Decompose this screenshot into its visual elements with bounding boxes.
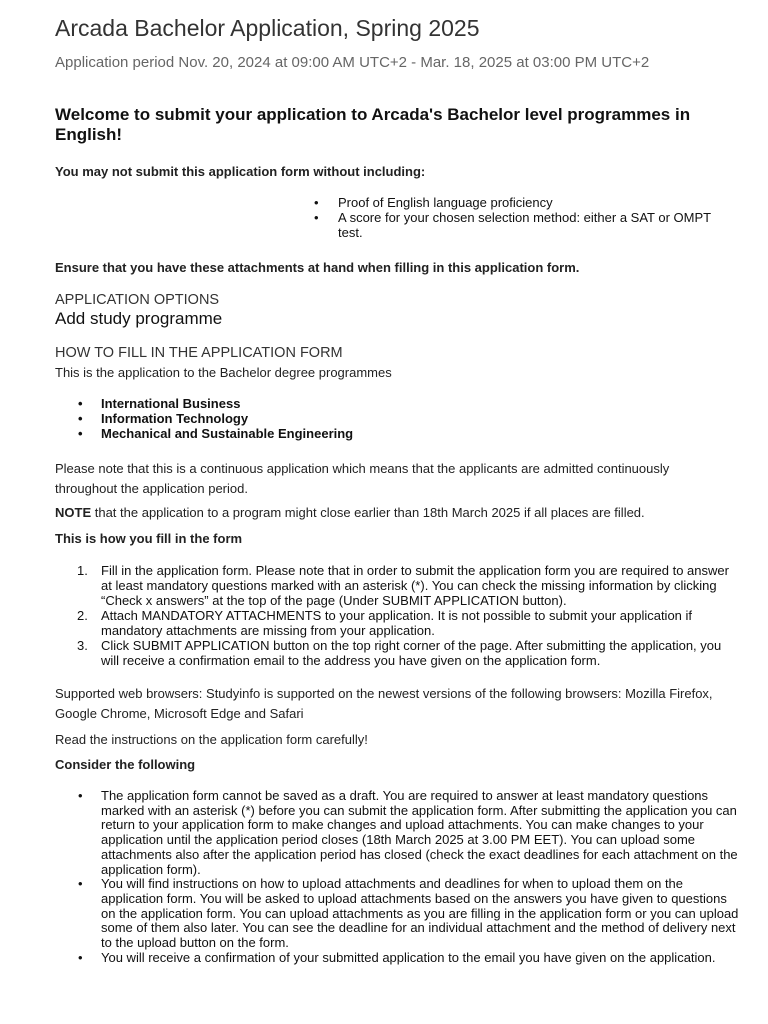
list-item: • Proof of English language proficiency	[338, 195, 738, 210]
must-include-text: You may not submit this application form without including:	[55, 164, 426, 179]
application-options-heading: APPLICATION OPTIONS	[55, 292, 220, 308]
consider-heading: Consider the following	[55, 757, 196, 772]
step-number: 3.	[77, 638, 88, 653]
add-study-programme-button[interactable]: Add study programme	[55, 309, 223, 328]
step-number: 1.	[77, 563, 88, 578]
consider-list	[101, 789, 741, 965]
list-item: • Mechanical and Sustainable Engineering	[101, 426, 353, 441]
continuous-application-note: Please note that this is a continuous application which means that the applicants are admitted continuously throughout the application period.	[55, 461, 670, 496]
bachelor-intro-text: This is the application to the Bachelor degree programmes	[55, 365, 392, 380]
ensure-attachments-text: Ensure that you have these attachments at hand when filling in this application form.	[55, 260, 580, 275]
programmes-list	[101, 396, 353, 441]
list-item	[77, 563, 741, 608]
list-item: • The application form cannot be saved as a draft. You are required to answer at least mandatory questions marked with an asterisk (*) before you can submit the application form. After submitting the application you can return to your application form to make changes and upload attachments. You can make changes to your application until the application period closes (18th March 2025 at 3.00 PM EET). You can upload some attachments also after the application period has closed (check the exact deadlines for each attachment on the application form).	[101, 789, 741, 877]
step-text: Attach MANDATORY ATTACHMENTS to your application. It is not possible to submit your application if mandatory attachments are missing from your application.	[101, 608, 693, 638]
page-title: Arcada Bachelor Application, Spring 2025	[55, 15, 480, 41]
requirements-list	[338, 195, 738, 240]
step-number: 2.	[77, 608, 88, 623]
steps-list	[77, 563, 741, 668]
how-to-fill-subheading: This is how you fill in the form	[55, 531, 243, 546]
supported-browsers-text: Supported web browsers: Studyinfo is supported on the newest versions of the following browsers: Mozilla Firefox, Google Chrome, Microsoft Edge and Safari	[55, 686, 713, 721]
list-item: • Information Technology	[101, 411, 353, 426]
note-label: NOTE	[55, 505, 92, 520]
closing-note	[55, 503, 735, 523]
list-item: • A score for your chosen selection method: either a SAT or OMPT test.	[338, 210, 738, 240]
application-period: Application period Nov. 20, 2024 at 09:00 AM UTC+2 - Mar. 18, 2025 at 03:00 PM UTC+2	[55, 54, 650, 71]
step-text: Fill in the application form. Please note that in order to submit the application form you are required to answer at least mandatory questions marked with an asterisk (*). You can check the missing information by clicking “Check x answers” at the top of the page (Under SUBMIT APPLICATION button).	[101, 563, 729, 608]
note-text: that the application to a program might close earlier than 18th March 2025 if all places are filled.	[91, 505, 645, 520]
list-item	[77, 608, 741, 638]
list-item: • International Business	[101, 396, 353, 411]
list-item	[77, 638, 741, 668]
list-item: • You will receive a confirmation of your submitted application to the email you have given on the application.	[101, 951, 741, 966]
step-text: Click SUBMIT APPLICATION button on the top right corner of the page. After submitting the application, you will receive a confirmation email to the address you have given on the application form.	[101, 638, 722, 668]
how-to-fill-heading: HOW TO FILL IN THE APPLICATION FORM	[55, 345, 343, 361]
list-item: • You will find instructions on how to upload attachments and deadlines for when to upload them on the application form. You will be asked to upload attachments based on the answers you have given to questions on the application form. You can upload attachments as you are filling in the application form or you can upload some of them also later. You can see the deadline for an individual attachment and the method of delivery next to the upload button on the form.	[101, 877, 741, 951]
read-instructions-text: Read the instructions on the application form carefully!	[55, 732, 368, 747]
welcome-heading: Welcome to submit your application to Arcada's Bachelor level programmes in English!	[55, 105, 691, 144]
